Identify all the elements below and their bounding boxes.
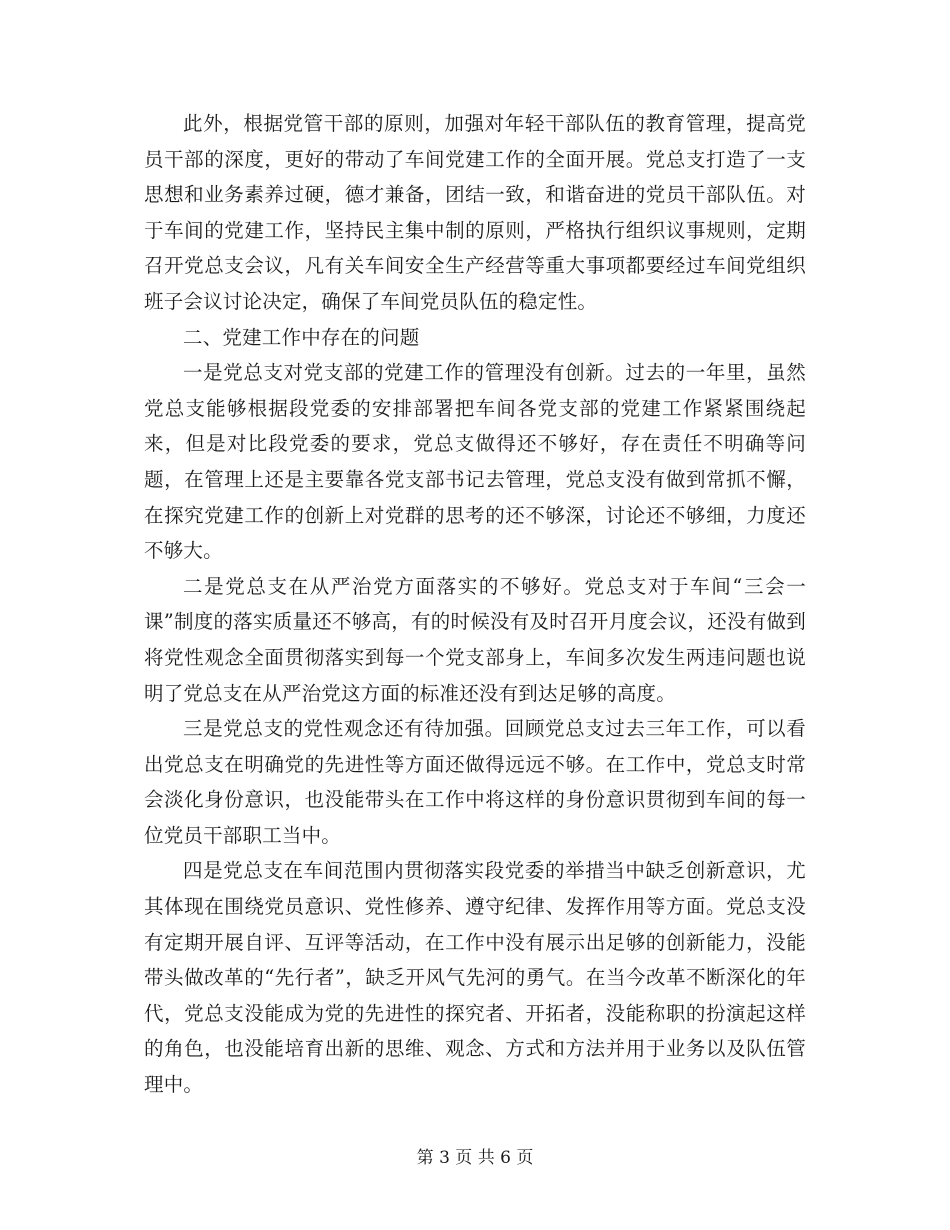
paragraph-problem-three: 三是党总支的党性观念还有待加强。回顾党总支过去三年工作，可以看出党总支在明确党的先进性等方面还做得远远不够。在工作中，党总支时常会淡化身份意识，也没能带头在工作中将这样的身份意识贯彻到车间的每一位党员干部职工当中。 xyxy=(144,717,806,847)
page-number-footer: 第 3 页 共 6 页 xyxy=(416,1148,534,1168)
paragraph-cadre-management: 此外，根据党管干部的原则，加强对年轻干部队伍的教育管理，提高党员干部的深度，更好的带动了车间党建工作的全面开展。党总支打造了一支思想和业务素养过硬，德才兼备，团结一致，和谐奋进的党员干部队伍。对于车间的党建工作，坚持民主集中制的原则，严格执行组织议事规则，定期召开党总支会议，凡有关车间安全生产经营等重大事项都要经过车间党组织班子会议讨论决定，确保了车间党员队伍的稳定性。 xyxy=(144,112,806,313)
paragraph-problem-two: 二是党总支在从严治党方面落实的不够好。党总支对于车间“三会一课”制度的落实质量还不够高，有的时候没有及时召开月度会议，还没有做到将党性观念全面贯彻落实到每一个党支部身上，车间多次发生两违问题也说明了党总支在从严治党这方面的标准还没有到达足够的高度。 xyxy=(144,574,806,705)
document-body xyxy=(144,106,806,1103)
paragraph-problem-one: 一是党总支对党支部的党建工作的管理没有创新。过去的一年里，虽然党总支能够根据段党委的安排部署把车间各党支部的党建工作紧紧围绕起来，但是对比段党委的要求，党总支做得还不够好，存在责任不明确等问题，在管理上还是主要靠各党支部书记去管理，党总支没有做到常抓不懈，在探究党建工作的创新上对党群的思考的还不够深，讨论还不够细，力度还不够大。 xyxy=(144,361,806,563)
paragraph-problem-four: 四是党总支在车间范围内贯彻落实段党委的举措当中缺乏创新意识，尤其体现在围绕党员意识、党性修养、遵守纪律、发挥作用等方面。党总支没有定期开展自评、互评等活动，在工作中没有展示出足够的创新能力，没能带头做改革的“先行者”，缺乏开风气先河的勇气。在当今改革不断深化的年代，党总支没能成为党的先进性的探究者、开拓者，没能称职的扮演起这样的角色，也没能培育出新的思维、观念、方式和方法并用于业务以及队伍管理中。 xyxy=(144,859,806,1097)
section-heading-problems: 二、党建工作中存在的问题 xyxy=(183,325,420,349)
